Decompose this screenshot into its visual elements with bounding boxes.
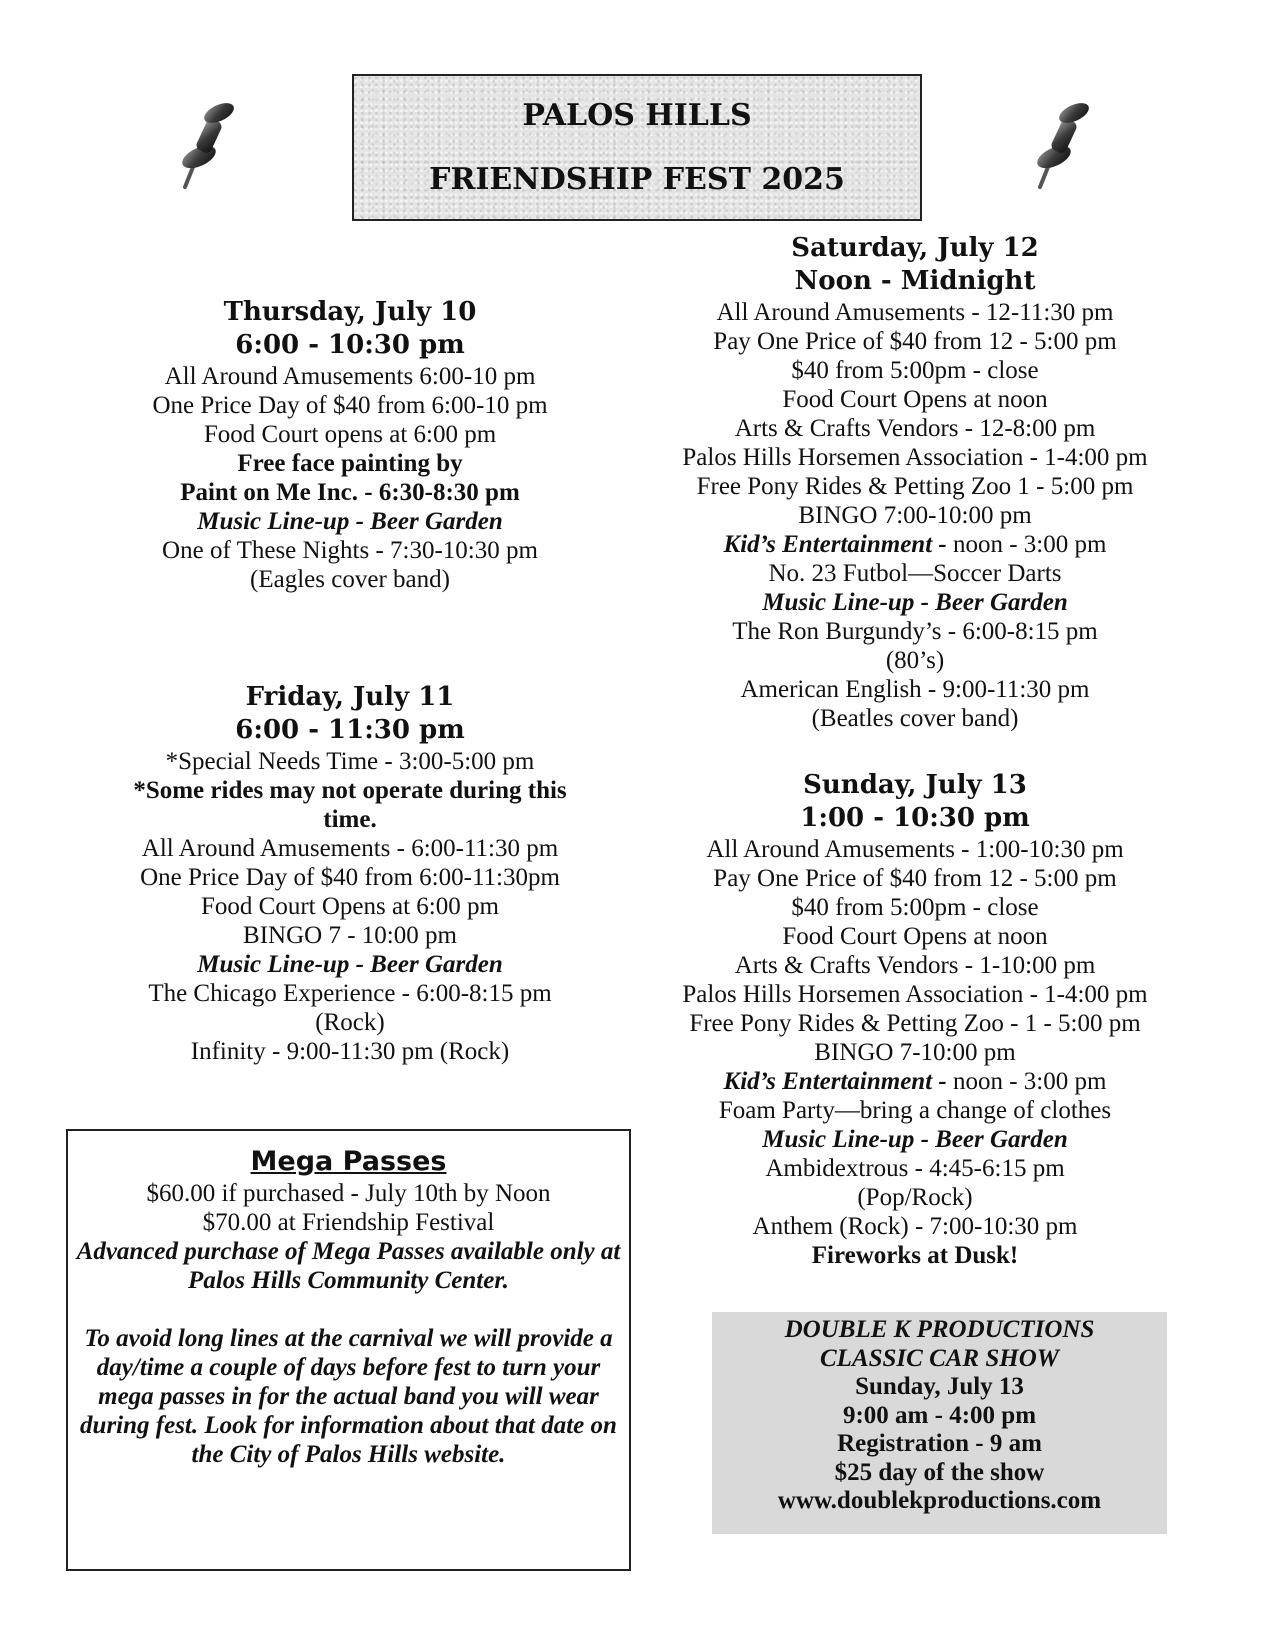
sunday-amusements: All Around Amusements - 1:00-10:30 pm (706, 836, 1124, 863)
saturday-band-1-note: (80’s) (885, 647, 945, 674)
sunday-pay-close: $40 from 5:00pm - close (791, 894, 1039, 921)
mega-passes-info: To avoid long lines at the carnival we will provide a day/time a couple of days before fest to turn your mega passes in for the actual band you will wear during fest. Look for information about that date on the City of Palos Hills website. (80, 1325, 617, 1468)
thursday-food-court: Food Court opens at 6:00 pm (203, 421, 497, 448)
sunday-pay-one: Pay One Price of $40 from 12 - 5:00 pm (713, 865, 1117, 892)
thursday-amusements: All Around Amusements 6:00-10 pm (164, 363, 536, 390)
sunday-kids (635, 1067, 1195, 1096)
saturday-amusements: All Around Amusements - 12-11:30 pm (716, 299, 1114, 326)
saturday-pay-close: $40 from 5:00pm - close (791, 357, 1039, 384)
sunday-band-1-note: (Pop/Rock) (857, 1184, 973, 1211)
saturday-band-1: The Ron Burgundy’s - 6:00-8:15 pm (732, 618, 1098, 645)
pushpin-icon (1030, 95, 1100, 195)
saturday-hours: Noon - Midnight (794, 266, 1036, 296)
thursday-music: Music Line-up - Beer Garden (197, 508, 503, 535)
sunday-kids-label: Kid’s Entertainment - (723, 1068, 947, 1095)
sunday-food-court: Food Court Opens at noon (782, 923, 1048, 950)
friday-hours: 6:00 - 11:30 pm (235, 715, 465, 745)
car-show-registration: Registration - 9 am (837, 1430, 1042, 1457)
thursday-band: One of These Nights - 7:30-10:30 pm (162, 537, 538, 564)
car-show-line-1: DOUBLE K PRODUCTIONS (784, 1316, 1095, 1343)
sunday-bingo: BINGO 7-10:00 pm (814, 1039, 1016, 1066)
sunday-day: Sunday, July 13 (803, 770, 1027, 800)
thursday-face-painting-2: Paint on Me Inc. - 6:30-8:30 pm (180, 479, 520, 506)
mega-passes-price-1: $60.00 if purchased - July 10th by Noon (146, 1180, 551, 1207)
sunday-fireworks: Fireworks at Dusk! (811, 1242, 1019, 1269)
saturday-pay-one: Pay One Price of $40 from 12 - 5:00 pm (713, 328, 1117, 355)
friday-band-1-note: (Rock) (315, 1009, 385, 1036)
car-show-website: www.doublekproductions.com (777, 1487, 1102, 1514)
friday-food-court: Food Court Opens at 6:00 pm (201, 893, 499, 920)
saturday-band-2: American English - 9:00-11:30 pm (740, 676, 1090, 703)
mega-passes-price-2: $70.00 at Friendship Festival (202, 1209, 495, 1236)
sunday-band-2: Anthem (Rock) - 7:00-10:30 pm (752, 1213, 1078, 1240)
saturday-music: Music Line-up - Beer Garden (762, 589, 1068, 616)
saturday-horsemen: Palos Hills Horsemen Association - 1-4:00 pm (682, 444, 1148, 471)
title-line-1: PALOS HILLS (522, 97, 752, 133)
friday-rides-note-2: time. (323, 806, 377, 833)
title-line-2: FRIENDSHIP FEST 2025 (429, 161, 845, 197)
saturday-food-court: Food Court Opens at noon (782, 386, 1048, 413)
friday-music: Music Line-up - Beer Garden (197, 951, 503, 978)
thursday-face-painting-1: Free face painting by (237, 450, 463, 477)
sunday-arts: Arts & Crafts Vendors - 1-10:00 pm (734, 952, 1096, 979)
pushpin-icon (175, 95, 245, 195)
thursday-hours: 6:00 - 10:30 pm (235, 330, 465, 360)
sunday-section (635, 769, 1195, 1270)
sunday-pony: Free Pony Rides & Petting Zoo - 1 - 5:00 pm (689, 1010, 1141, 1037)
friday-one-price: One Price Day of $40 from 6:00-11:30pm (140, 864, 560, 891)
thursday-section (60, 296, 640, 594)
saturday-bingo: BINGO 7:00-10:00 pm (798, 502, 1032, 529)
saturday-arts: Arts & Crafts Vendors - 12-8:00 pm (734, 415, 1096, 442)
friday-bingo: BINGO 7 - 10:00 pm (243, 922, 457, 949)
mega-passes-box (66, 1129, 631, 1571)
sunday-kids-time: noon - 3:00 pm (946, 1068, 1107, 1095)
friday-band-1: The Chicago Experience - 6:00-8:15 pm (148, 980, 552, 1007)
friday-day: Friday, July 11 (245, 682, 455, 712)
friday-rides-note-1: *Some rides may not operate during this (133, 777, 567, 804)
title-banner (352, 74, 922, 221)
sunday-music: Music Line-up - Beer Garden (762, 1126, 1068, 1153)
saturday-kids-time: noon - 3:00 pm (946, 531, 1107, 558)
saturday-futbol: No. 23 Futbol—Soccer Darts (768, 560, 1062, 587)
thursday-band-note: (Eagles cover band) (250, 566, 450, 593)
friday-band-2: Infinity - 9:00-11:30 pm (Rock) (190, 1038, 510, 1065)
saturday-kids-label: Kid’s Entertainment - (723, 531, 947, 558)
car-show-line-2: CLASSIC CAR SHOW (820, 1344, 1059, 1372)
car-show-box (712, 1312, 1167, 1534)
sunday-horsemen: Palos Hills Horsemen Association - 1-4:00 pm (682, 981, 1148, 1008)
thursday-day: Thursday, July 10 (223, 297, 477, 327)
thursday-one-price: One Price Day of $40 from 6:00-10 pm (152, 392, 548, 419)
mega-passes-advance: Advanced purchase of Mega Passes available only at Palos Hills Community Center. (76, 1238, 621, 1294)
car-show-date: Sunday, July 13 (855, 1373, 1024, 1400)
mega-passes-title: Mega Passes (250, 1146, 447, 1177)
saturday-section (635, 232, 1195, 733)
friday-special-needs: *Special Needs Time - 3:00-5:00 pm (165, 748, 535, 775)
saturday-band-2-note: (Beatles cover band) (811, 705, 1019, 732)
sunday-hours: 1:00 - 10:30 pm (800, 803, 1030, 833)
saturday-pony: Free Pony Rides & Petting Zoo 1 - 5:00 pm (696, 473, 1134, 500)
car-show-time: 9:00 am - 4:00 pm (842, 1401, 1037, 1429)
sunday-band-1: Ambidextrous - 4:45-6:15 pm (765, 1155, 1065, 1182)
sunday-foam: Foam Party—bring a change of clothes (718, 1097, 1112, 1124)
saturday-day: Saturday, July 12 (791, 233, 1039, 263)
saturday-kids (635, 530, 1195, 559)
friday-section (60, 681, 640, 1066)
car-show-price: $25 day of the show (834, 1458, 1045, 1486)
friday-amusements: All Around Amusements - 6:00-11:30 pm (141, 835, 559, 862)
